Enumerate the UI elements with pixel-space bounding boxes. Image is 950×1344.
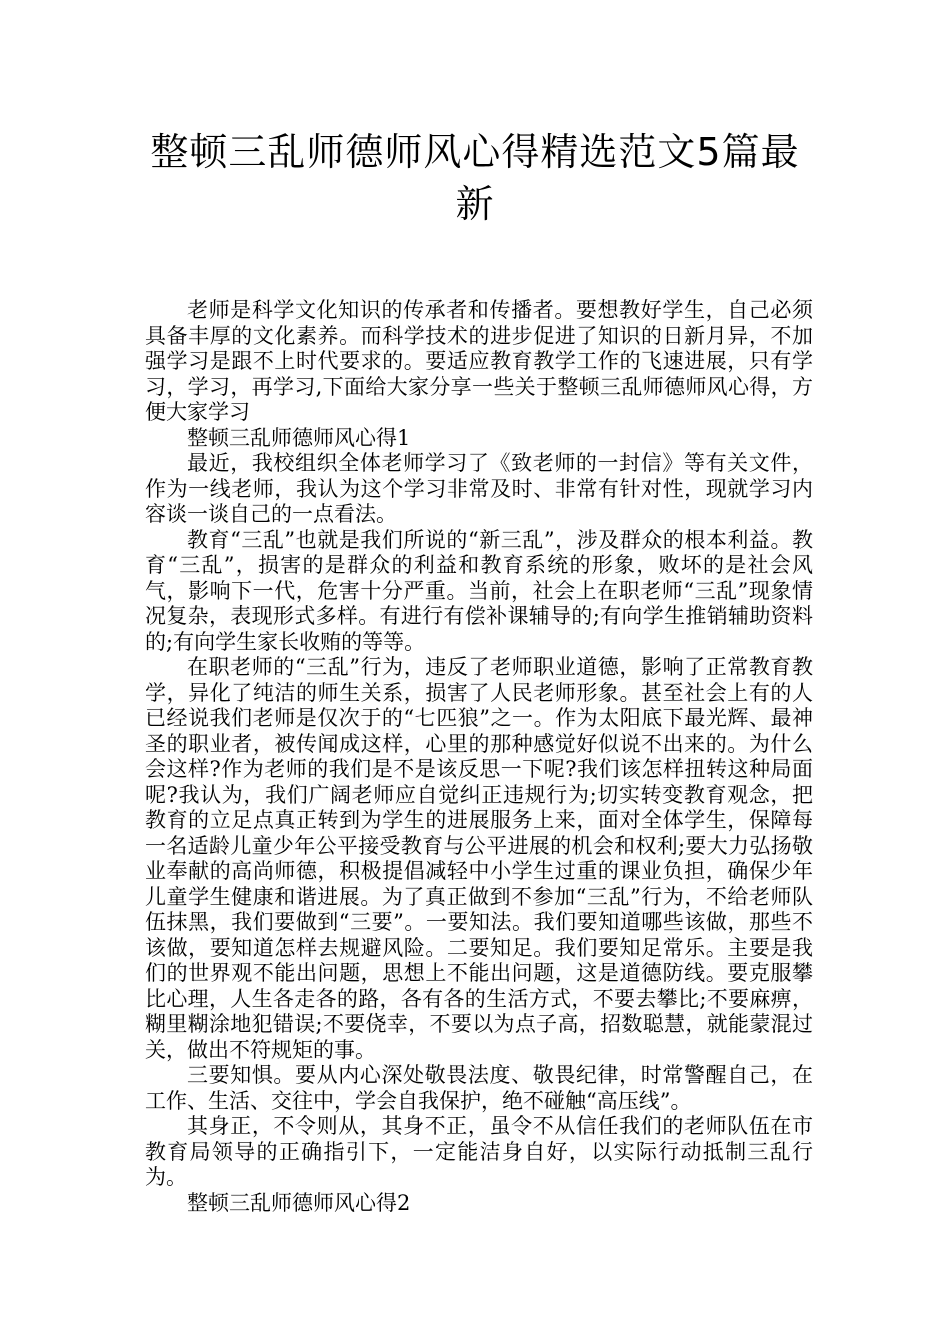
body-paragraph: 其身正，不令则从，其身不正，虽令不从信任我们的老师队伍在市教育局领导的正确指引下，一定能洁身自好，以实际行动抵制三乱行为。 (145, 1114, 813, 1189)
document-title: 整顿三乱师德师风心得精选范文5篇最新 (150, 130, 800, 226)
body-paragraph: 最近，我校组织全体老师学习了《致老师的一封信》等有关文件，作为一线老师，我认为这个学习非常及时、非常有针对性，现就学习内容谈一谈自己的一点看法。 (145, 451, 813, 526)
section-heading-1: 整顿三乱师德师风心得1 (187, 425, 411, 450)
body-paragraph: 在职老师的“三乱”行为，违反了老师职业道德，影响了正常教育教学，异化了纯洁的师生关系，损害了人民老师形象。甚至社会上有的人已经说我们老师是仅次于的“七匹狼”之一。作为太阳底下最光辉、最神圣的职业者，被传闻成这样，心里的那种感觉好似说不出来的。为什么会这样?作为老师的我们是不是该反思一下呢?我们该怎样扭转这种局面呢?我认为，我们广阔老师应自觉纠正违规行为;切实转变教育观念，把教育的立足点真正转到为学生的进展服务上来，面对全体学生，保障每一名适龄儿童少年公平接受教育与公平进展的机会和权利;要大力弘扬敬业奉献的高尚师德，积极提倡减轻中小学生过重的课业负担，确保少年儿童学生健康和谐进展。为了真正做到不参加“三乱”行为，不给老师队伍抹黑，我们要做到“三要”。一要知法。我们要知道哪些该做，那些不该做，要知道怎样去规避风险。二要知足。我们要知足常乐。主要是我们的世界观不能出问题，思想上不能出问题，这是道德防线。要克服攀比心理，人生各走各的路，各有各的生活方式，不要去攀比;不要麻痹，糊里糊涂地犯错误;不要侥幸，不要以为点子高，招数聪慧，就能蒙混过关，做出不符规矩的事。 (145, 655, 813, 1062)
body-paragraph: 教育“三乱”也就是我们所说的“新三乱”，涉及群众的根本利益。教育“三乱”，损害的是群众的利益和教育系统的形象，败坏的是社会风气，影响下一代，危害十分严重。当前，社会上在职老师“三乱”现象情况复杂，表现形式多样。有进行有偿补课辅导的;有向学生推销辅助资料的;有向学生家长收贿的等等。 (145, 527, 813, 654)
body-paragraph: 三要知惧。要从内心深处敬畏法度、敬畏纪律，时常警醒自己，在工作、生活、交往中，学会自我保护，绝不碰触“高压线”。 (145, 1063, 813, 1113)
intro-paragraph: 老师是科学文化知识的传承者和传播者。要想教好学生，自己必须具备丰厚的文化素养。而科学技术的进步促进了知识的日新月异，不加强学习是跟不上时代要求的。要适应教育教学工作的飞速进展，只有学习，学习，再学习,下面给大家分享一些关于整顿三乱师德师风心得，方便大家学习 (145, 298, 813, 424)
document-body (145, 298, 813, 1216)
section-heading-2: 整顿三乱师德师风心得2 (187, 1190, 411, 1215)
